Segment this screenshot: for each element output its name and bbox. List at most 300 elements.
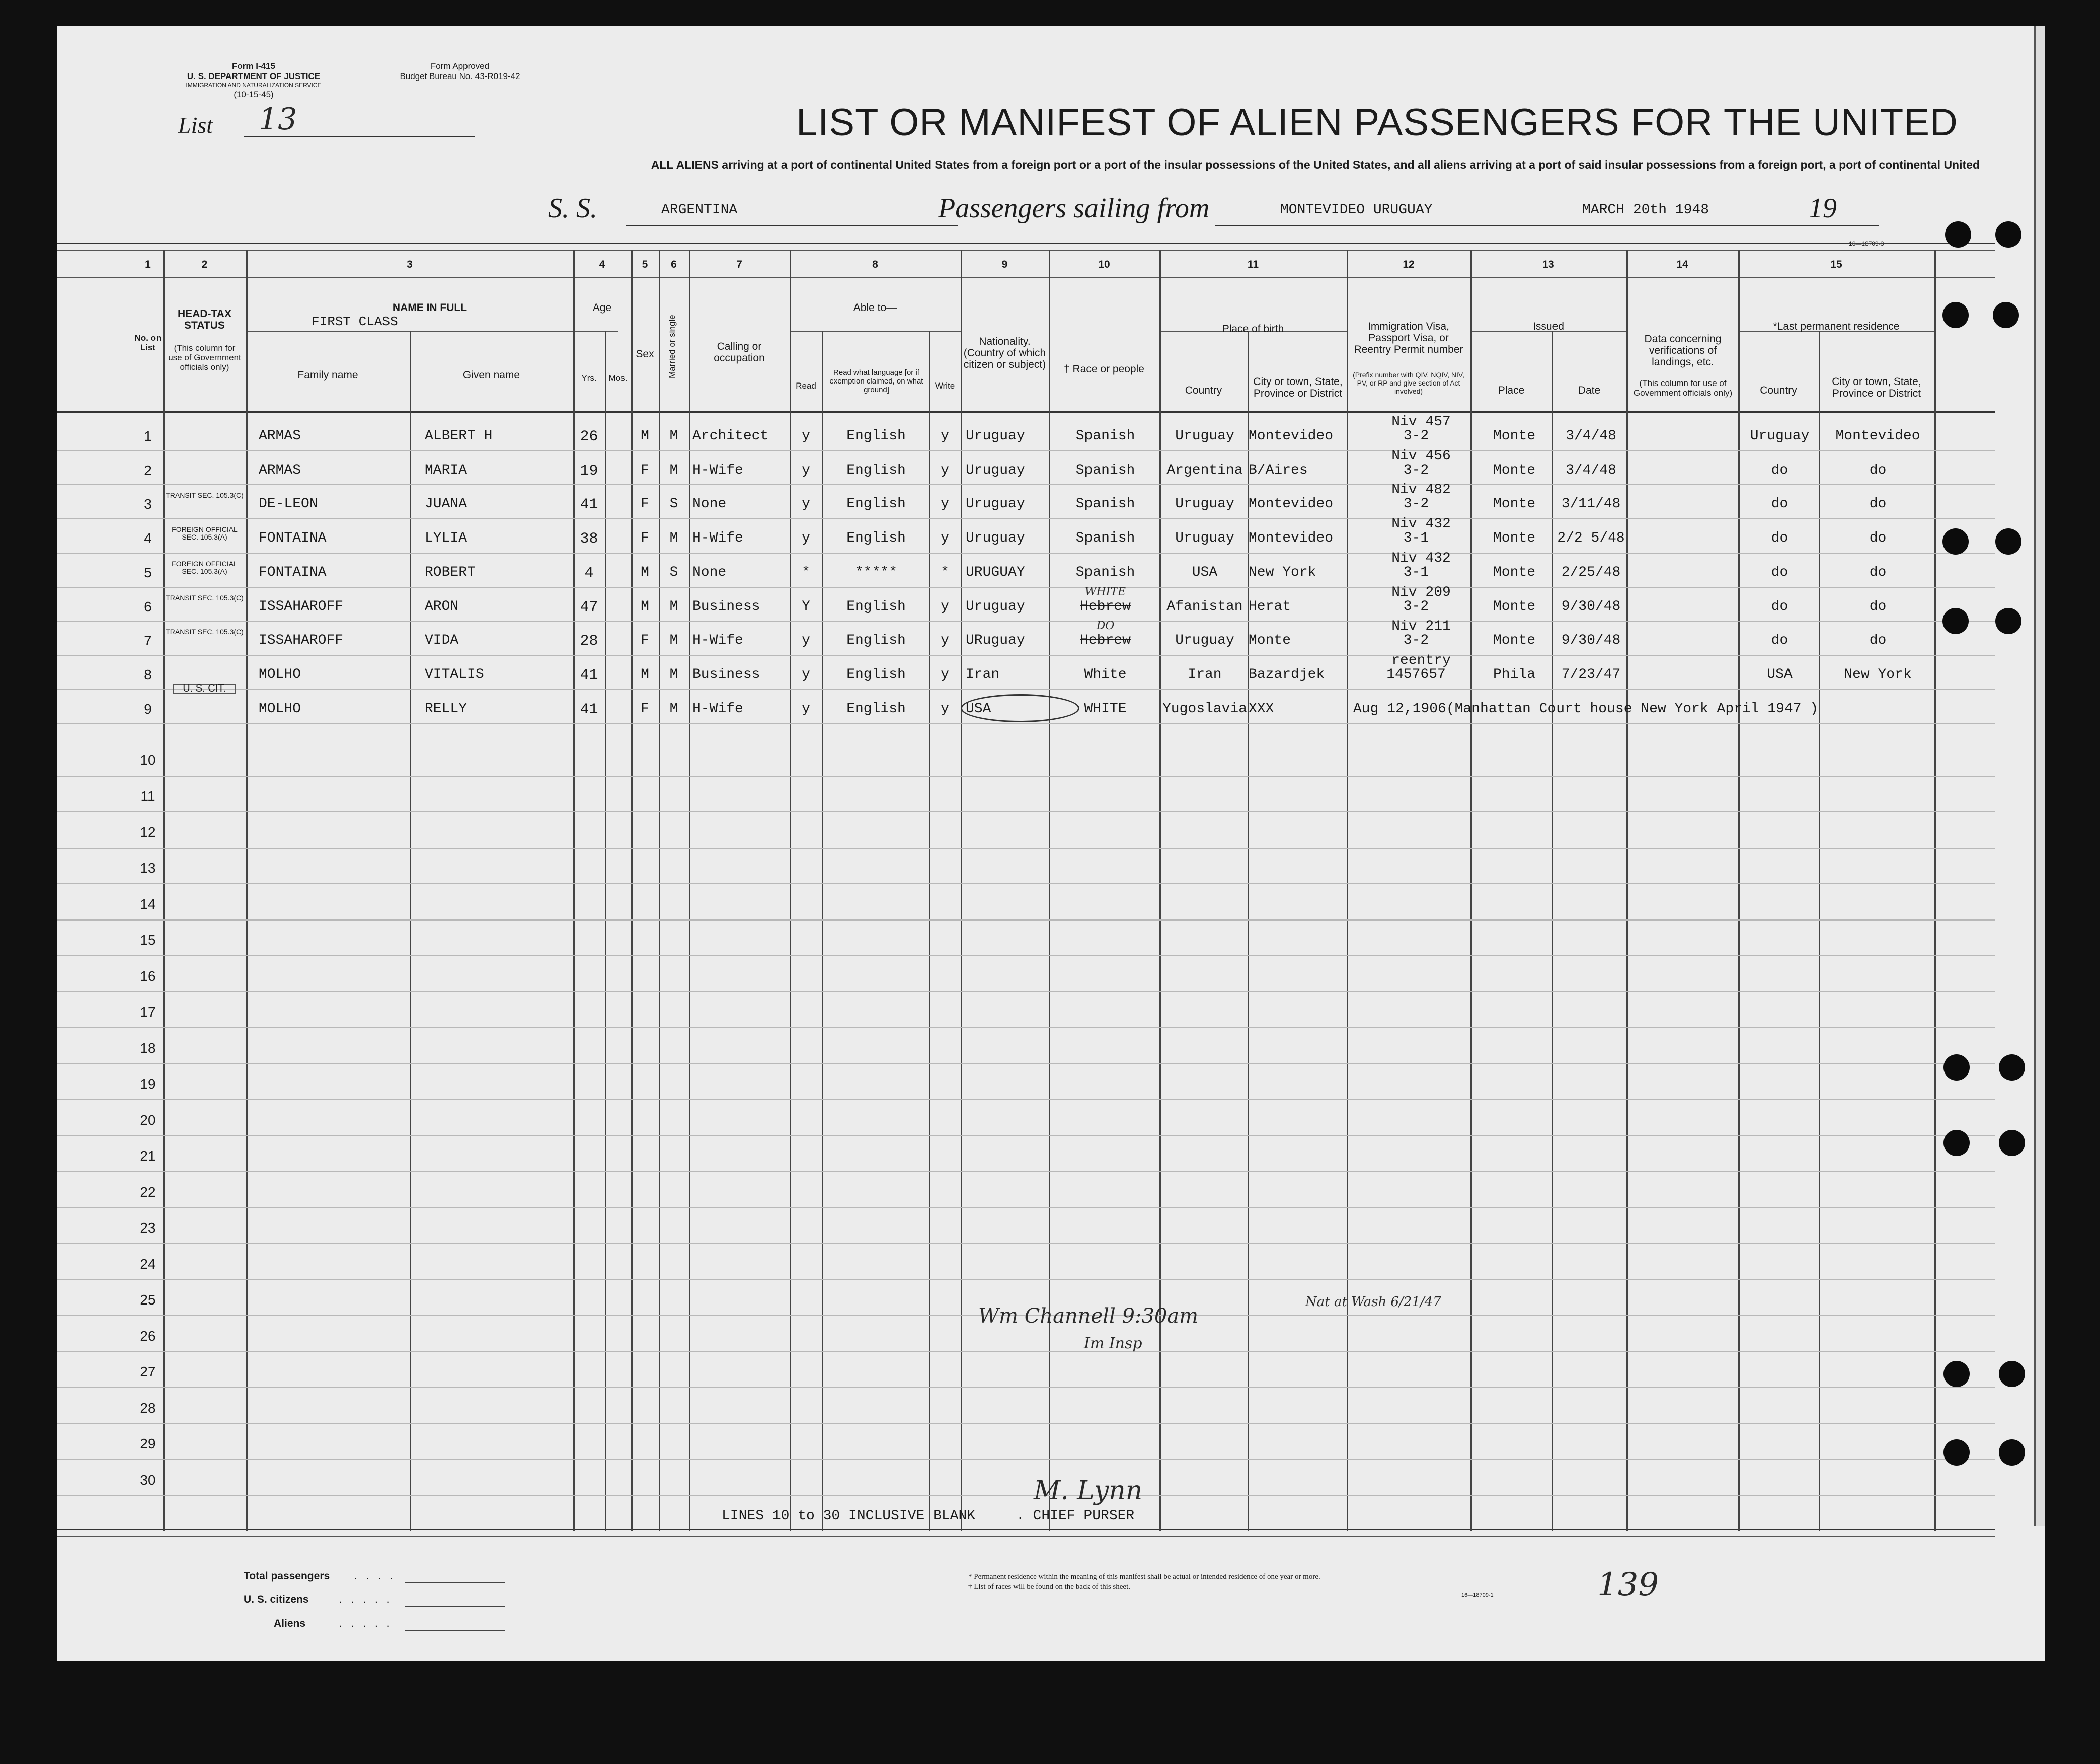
issue-place: Monte: [1493, 598, 1535, 615]
punch-hole: [1995, 528, 2021, 555]
sex: F: [641, 496, 649, 512]
can-read: *: [802, 564, 810, 580]
occupation: Business: [692, 666, 760, 682]
colnum-12: 12: [1403, 259, 1415, 270]
read-language: English: [846, 598, 906, 615]
header-yrs: Yrs.: [581, 373, 597, 383]
issue-date: 9/30/48: [1561, 633, 1621, 649]
residence-country: do: [1771, 633, 1788, 649]
header-family-name: Family name: [297, 369, 358, 381]
row-rule: [57, 991, 1995, 992]
aliens-dots: . . . . .: [339, 1618, 393, 1629]
race: Spanish: [1075, 428, 1135, 444]
punch-hole: [1999, 1361, 2025, 1387]
class-label: FIRST CLASS: [312, 314, 398, 329]
colnum-4: 4: [599, 259, 605, 270]
list-label: List: [178, 112, 213, 138]
visa-number: Niv 432: [1391, 550, 1451, 566]
punch-hole: [1942, 608, 1969, 634]
header-birth-country: Country: [1185, 385, 1222, 396]
nationality: URuguay: [966, 633, 1025, 649]
residence-city: do: [1869, 496, 1887, 512]
sailing-date: MARCH 20th 1948: [1582, 202, 1709, 218]
header-given-name: Given name: [462, 369, 520, 381]
nationality: URUGUAY: [966, 564, 1025, 580]
header-married: Married or single: [667, 315, 677, 378]
header-race: † Race or people: [1064, 363, 1144, 375]
col-line-10: [1159, 250, 1161, 1531]
row-number: 13: [140, 860, 156, 876]
visa-number: Niv 209: [1391, 584, 1451, 600]
age-years: 41: [580, 701, 598, 718]
date-underline: [1577, 225, 1879, 226]
residence-city: do: [1869, 598, 1887, 615]
row-rule: [57, 848, 1995, 849]
header-landings-note: (This column for use of Government officials only): [1633, 378, 1733, 398]
visa-section: 3-2: [1403, 428, 1429, 444]
col-line-14: [1738, 250, 1740, 1531]
issue-place: Monte: [1493, 496, 1535, 512]
given-name: MARIA: [425, 462, 468, 478]
family-name: FONTAINA: [259, 530, 327, 547]
can-write: y: [941, 633, 949, 649]
can-read: y: [802, 428, 810, 444]
header-age: Age: [592, 302, 612, 314]
race-correction: WHITE: [1084, 585, 1126, 598]
can-write: y: [941, 701, 949, 717]
issue-place: Monte: [1493, 633, 1535, 649]
head-tax-status: TRANSIT SEC. 105.3(C): [166, 491, 244, 500]
sex: M: [641, 564, 649, 580]
family-name: ARMAS: [259, 462, 301, 478]
marital-status: S: [669, 564, 678, 580]
department: U. S. DEPARTMENT OF JUSTICE: [187, 71, 321, 81]
sex: F: [641, 633, 649, 649]
head-tax-status: TRANSIT SEC. 105.3(C): [166, 628, 244, 636]
birth-city: B/Aires: [1249, 462, 1308, 478]
row-number: 15: [140, 932, 156, 948]
header-res-city: City or town, State, Province or District: [1832, 376, 1921, 399]
row-number: 11: [140, 788, 155, 804]
col-line-9: [1049, 250, 1050, 1531]
row-number: 4: [144, 530, 152, 547]
given-name: VITALIS: [425, 666, 484, 682]
manifest-sheet: [57, 26, 2045, 1661]
colnum-6: 6: [671, 259, 677, 270]
punch-hole: [1945, 221, 1971, 248]
birth-city: New York: [1249, 564, 1316, 580]
name-subheader-rule: [246, 331, 618, 332]
ship-underline: [626, 225, 958, 226]
row-rule: [57, 518, 1995, 519]
nationality: USA: [966, 701, 991, 717]
row-rule: [57, 811, 1995, 812]
birth-country: Uruguay: [1175, 530, 1234, 547]
race: Spanish: [1075, 530, 1135, 547]
issue-place: Monte: [1493, 462, 1535, 478]
aliens-label: Aliens: [274, 1618, 306, 1629]
row-number: 5: [144, 564, 152, 580]
given-name: ROBERT: [425, 564, 476, 580]
given-name: RELLY: [425, 701, 468, 717]
issue-date: 2/25/48: [1561, 564, 1621, 580]
row-rule: [57, 1063, 1995, 1064]
can-write: *: [941, 564, 949, 580]
row-number: 27: [140, 1364, 156, 1379]
circled-nationality: [961, 694, 1079, 722]
given-name: LYLIA: [425, 530, 468, 547]
chief-purser: . CHIEF PURSER: [1016, 1508, 1135, 1524]
marital-status: M: [669, 530, 678, 547]
nationality: Iran: [966, 666, 1000, 682]
read-language: English: [846, 462, 906, 478]
age-years: 41: [580, 666, 598, 684]
age-years: 41: [580, 496, 598, 514]
race: Spanish: [1075, 564, 1135, 580]
head-tax-status: TRANSIT SEC. 105.3(C): [166, 593, 244, 602]
row-number: 22: [140, 1184, 156, 1200]
row-rule: [57, 1423, 1995, 1424]
header-mos: Mos.: [608, 373, 628, 383]
visa-section: 3-2: [1403, 598, 1429, 615]
row-number: 25: [140, 1292, 156, 1308]
header-visa: Immigration Visa, Passport Visa, or Reentry Permit number: [1354, 321, 1463, 355]
issue-place: Phila: [1493, 666, 1535, 682]
colnum-14: 14: [1676, 259, 1688, 270]
row-number: 12: [140, 824, 156, 840]
inspector-title: Im Insp: [1084, 1335, 1142, 1352]
row-rule: [57, 1171, 1995, 1172]
header-able-to: Able to—: [853, 302, 897, 314]
row-number: 20: [140, 1112, 156, 1128]
header-read: Read: [796, 381, 816, 391]
can-write: y: [941, 428, 949, 444]
row-number: 21: [140, 1148, 156, 1164]
sex: F: [641, 701, 649, 717]
colnum-3: 3: [407, 259, 413, 270]
service: IMMIGRATION AND NATURALIZATION SERVICE: [186, 82, 322, 89]
issue-date: 3/4/48: [1566, 428, 1616, 444]
can-read: y: [802, 496, 810, 512]
list-number: 13: [259, 102, 297, 137]
punch-hole: [1942, 302, 1969, 328]
occupation: H-Wife: [692, 530, 743, 547]
given-name: VIDA: [425, 633, 459, 649]
row-number: 8: [144, 666, 152, 682]
residence-city: do: [1869, 530, 1887, 547]
header-place-of-birth: Place of birth: [1222, 323, 1284, 335]
race: Hebrew: [1080, 598, 1131, 615]
given-name: JUANA: [425, 496, 468, 512]
family-name: MOLHO: [259, 666, 301, 682]
occupation: None: [692, 496, 727, 512]
column-header-rule: [57, 411, 1995, 413]
head-tax-status: FOREIGN OFFICIAL SEC. 105.3(A): [172, 559, 238, 575]
row-rule: [57, 1459, 1995, 1460]
age-years: 19: [580, 462, 598, 480]
row-rule: [57, 1207, 1995, 1208]
port-underline: [1215, 225, 1617, 226]
age-years: 4: [584, 564, 594, 582]
header-rule-2: [57, 250, 1995, 251]
nationality: Uruguay: [966, 462, 1025, 478]
row-number: 16: [140, 968, 156, 984]
row-rule: [57, 723, 1995, 724]
header-calling: Calling or occupation: [714, 341, 765, 364]
header-nationality: Nationality. (Country of which citizen or subject): [963, 336, 1046, 370]
row-rule: [57, 655, 1995, 656]
colnum-5: 5: [642, 259, 648, 270]
race-correction: DO: [1096, 620, 1115, 633]
header-sex: Sex: [636, 348, 654, 360]
row-rule: [57, 1387, 1995, 1388]
able-subheader-rule: [790, 331, 961, 332]
residence-city: do: [1869, 462, 1887, 478]
row-number: 2: [144, 462, 152, 478]
visa-number: Niv 211: [1391, 619, 1451, 635]
row-rule: [57, 689, 1995, 690]
nationality: Uruguay: [966, 598, 1025, 615]
row-number: 19: [140, 1076, 156, 1092]
row-rule: [57, 883, 1995, 884]
residence-country: do: [1771, 530, 1788, 547]
punch-hole: [1943, 1130, 1970, 1156]
total-passengers-label: Total passengers: [244, 1570, 330, 1582]
visa-section: 3-2: [1403, 462, 1429, 478]
sex: M: [641, 598, 649, 615]
race: Spanish: [1075, 462, 1135, 478]
occupation: H-Wife: [692, 701, 743, 717]
nationality: Uruguay: [966, 530, 1025, 547]
header-res-country: Country: [1760, 385, 1797, 396]
family-name: ARMAS: [259, 428, 301, 444]
row-rule: [57, 621, 1995, 622]
serial-bottom: 16—18709-1: [1461, 1592, 1494, 1598]
form-number: Form I-415: [232, 61, 275, 71]
colnum-2: 2: [201, 259, 208, 270]
manifest-title: LIST OR MANIFEST OF ALIEN PASSENGERS FOR THE UNITED: [796, 101, 1958, 144]
next-page-edge: [2034, 26, 2045, 1526]
punch-hole: [1999, 1054, 2025, 1081]
family-name: ISSAHAROFF: [259, 598, 344, 615]
birth-city: Herat: [1249, 598, 1291, 615]
punch-hole: [1943, 1361, 1970, 1387]
colnum-1: 1: [145, 259, 151, 270]
punch-hole: [1943, 1054, 1970, 1081]
can-read: y: [802, 530, 810, 547]
read-language: English: [846, 428, 906, 444]
read-language: English: [846, 496, 906, 512]
birth-city: Montevideo: [1249, 496, 1334, 512]
row-rule: [57, 484, 1995, 485]
given-name: ALBERT H: [425, 428, 493, 444]
form-date: (10-15-45): [234, 90, 274, 99]
read-language: English: [846, 633, 906, 649]
age-years: 38: [580, 530, 598, 548]
colnum-15: 15: [1830, 259, 1842, 270]
birth-country: Afanistan: [1166, 598, 1243, 615]
us-citizens-line: [405, 1606, 505, 1607]
header-head-tax: HEAD-TAX STATUS: [178, 308, 231, 331]
marital-status: M: [669, 666, 678, 682]
can-write: y: [941, 462, 949, 478]
nationality: Uruguay: [966, 496, 1025, 512]
row-number: 23: [140, 1220, 156, 1236]
birth-country: Uruguay: [1175, 428, 1234, 444]
colnum-7: 7: [736, 259, 742, 270]
can-read: y: [802, 633, 810, 649]
header-issued-place: Place: [1498, 385, 1525, 396]
can-read: y: [802, 666, 810, 682]
row-rule: [57, 587, 1995, 588]
visa-number: Niv 432: [1391, 516, 1451, 532]
ship-name: ARGENTINA: [661, 202, 738, 218]
head-tax-status: U. S. CIT.: [173, 684, 236, 694]
colnum-9: 9: [1001, 259, 1008, 270]
row-rule: [57, 1279, 1995, 1280]
residence-city: do: [1869, 633, 1887, 649]
visa-number: reentry: [1391, 652, 1451, 668]
blank-lines-note-text: LINES 10 to 30 INCLUSIVE BLANK: [722, 1508, 976, 1524]
footnote-residence: * Permanent residence within the meaning of this manifest shall be actual or intended residence of one year or more.: [968, 1573, 1320, 1581]
punch-hole: [1995, 608, 2021, 634]
row-number: 24: [140, 1256, 156, 1272]
can-read: y: [802, 462, 810, 478]
header-name-in-full: NAME IN FULL: [392, 302, 468, 314]
birth-city: Montevideo: [1249, 530, 1334, 547]
header-issued-date: Date: [1578, 385, 1601, 396]
read-language: English: [846, 666, 906, 682]
sex: F: [641, 462, 649, 478]
manifest-subtitle: ALL ALIENS arriving at a port of continental United States from a foreign port or a port of the insular possessions of the United States, and all aliens arriving at a port of said insular possessions from a foreign port, a port of continental United: [651, 158, 1980, 171]
row-rule: [57, 1027, 1995, 1028]
table-bottom-rule-2: [57, 1536, 1995, 1537]
table-bottom-rule: [57, 1529, 1995, 1530]
colnum-13: 13: [1542, 259, 1554, 270]
family-name: FONTAINA: [259, 564, 327, 580]
punch-hole: [1993, 302, 2019, 328]
issue-date: 3/11/48: [1561, 496, 1621, 512]
race: Hebrew: [1080, 633, 1131, 649]
sex: M: [641, 428, 649, 444]
birth-city: Monte: [1249, 633, 1291, 649]
family-name: DE-LEON: [259, 496, 318, 512]
header-residence: *Last permanent residence: [1773, 321, 1900, 332]
issue-date: 2/2 5/48: [1557, 530, 1625, 547]
age-years: 47: [580, 598, 598, 616]
total-passengers-line: [405, 1582, 505, 1583]
can-read: Y: [802, 598, 810, 615]
colnum-11: 11: [1247, 259, 1259, 270]
punch-hole: [1999, 1439, 2025, 1466]
row-rule: [57, 1135, 1995, 1136]
row-rule: [57, 450, 1995, 451]
header-head-tax-note: (This column for use of Government officials only): [168, 343, 241, 372]
birth-country: Iran: [1188, 666, 1222, 682]
age-years: 28: [580, 633, 598, 650]
given-name: ARON: [425, 598, 459, 615]
row-number: 1: [144, 428, 152, 444]
row-number: 28: [140, 1400, 156, 1416]
row-number: 29: [140, 1436, 156, 1451]
birth-country: Uruguay: [1175, 633, 1234, 649]
row-rule: [57, 955, 1995, 956]
birth-country: Yugoslavia: [1162, 701, 1248, 717]
race: WHITE: [1084, 701, 1127, 717]
age-years: 26: [580, 428, 598, 445]
sex: M: [641, 666, 649, 682]
issue-date: 3/4/48: [1566, 462, 1616, 478]
marital-status: M: [669, 633, 678, 649]
row-number: 7: [144, 633, 152, 649]
birth-city: Bazardjek: [1249, 666, 1325, 682]
residence-city: do: [1869, 564, 1887, 580]
punch-hole: [1943, 1439, 1970, 1466]
col-line-1: [163, 250, 165, 1531]
can-read: y: [802, 701, 810, 717]
row-number: 17: [140, 1004, 156, 1020]
header-rule-top: [57, 243, 1995, 244]
row-number: 14: [140, 896, 156, 912]
visa-section: 1457657: [1386, 666, 1446, 682]
header-no-on-list: No. on List: [134, 333, 162, 352]
occupation: Architect: [692, 428, 769, 444]
nationality: Uruguay: [966, 428, 1025, 444]
can-write: y: [941, 496, 949, 512]
sex: F: [641, 530, 649, 547]
residence-city: Montevideo: [1835, 428, 1920, 444]
occupation: Business: [692, 598, 760, 615]
visa-section: 3-1: [1403, 564, 1429, 580]
birth-city: XXX: [1249, 701, 1274, 717]
birth-country: USA: [1192, 564, 1218, 580]
row-rule: [57, 1099, 1995, 1100]
purser-signature: M. Lynn: [1034, 1476, 1143, 1506]
col-line-8: [961, 250, 962, 1531]
issue-place: Monte: [1493, 530, 1535, 547]
row-rule: [57, 553, 1995, 554]
read-language: *****: [854, 564, 897, 580]
visa-number: Niv 456: [1391, 448, 1451, 464]
visa-section: 3-2: [1403, 496, 1429, 512]
birth-country: Argentina: [1166, 462, 1243, 478]
row-rule: [57, 1495, 1995, 1496]
marital-status: M: [669, 428, 678, 444]
can-write: y: [941, 666, 949, 682]
header-birth-city: City or town, State, Province or District: [1253, 376, 1343, 399]
row-rule: [57, 1243, 1995, 1244]
issue-date: 9/30/48: [1561, 598, 1621, 615]
visa-section: 3-2: [1403, 633, 1429, 649]
departure-port: MONTEVIDEO URUGUAY: [1280, 202, 1433, 218]
visa-number: Niv 482: [1391, 482, 1451, 498]
colnum-10: 10: [1098, 259, 1110, 270]
sailing-label: Passengers sailing from: [938, 193, 1210, 224]
residence-country: do: [1771, 564, 1788, 580]
row-rule: [57, 776, 1995, 777]
footnote-races: † List of races will be found on the back of this sheet.: [968, 1583, 1131, 1591]
birth-country: Uruguay: [1175, 496, 1234, 512]
residence-country: do: [1771, 598, 1788, 615]
read-language: English: [846, 530, 906, 547]
col-line-12: [1470, 250, 1472, 1531]
col-line-2: [246, 250, 248, 1531]
inspector-note: Wm Channell 9:30am: [978, 1305, 1199, 1328]
head-tax-status: FOREIGN OFFICIAL SEC. 105.3(A): [172, 525, 238, 542]
row-number: 30: [140, 1472, 156, 1488]
us-citizens-dots: . . . . .: [339, 1594, 393, 1605]
ss-label: S. S.: [548, 193, 597, 224]
